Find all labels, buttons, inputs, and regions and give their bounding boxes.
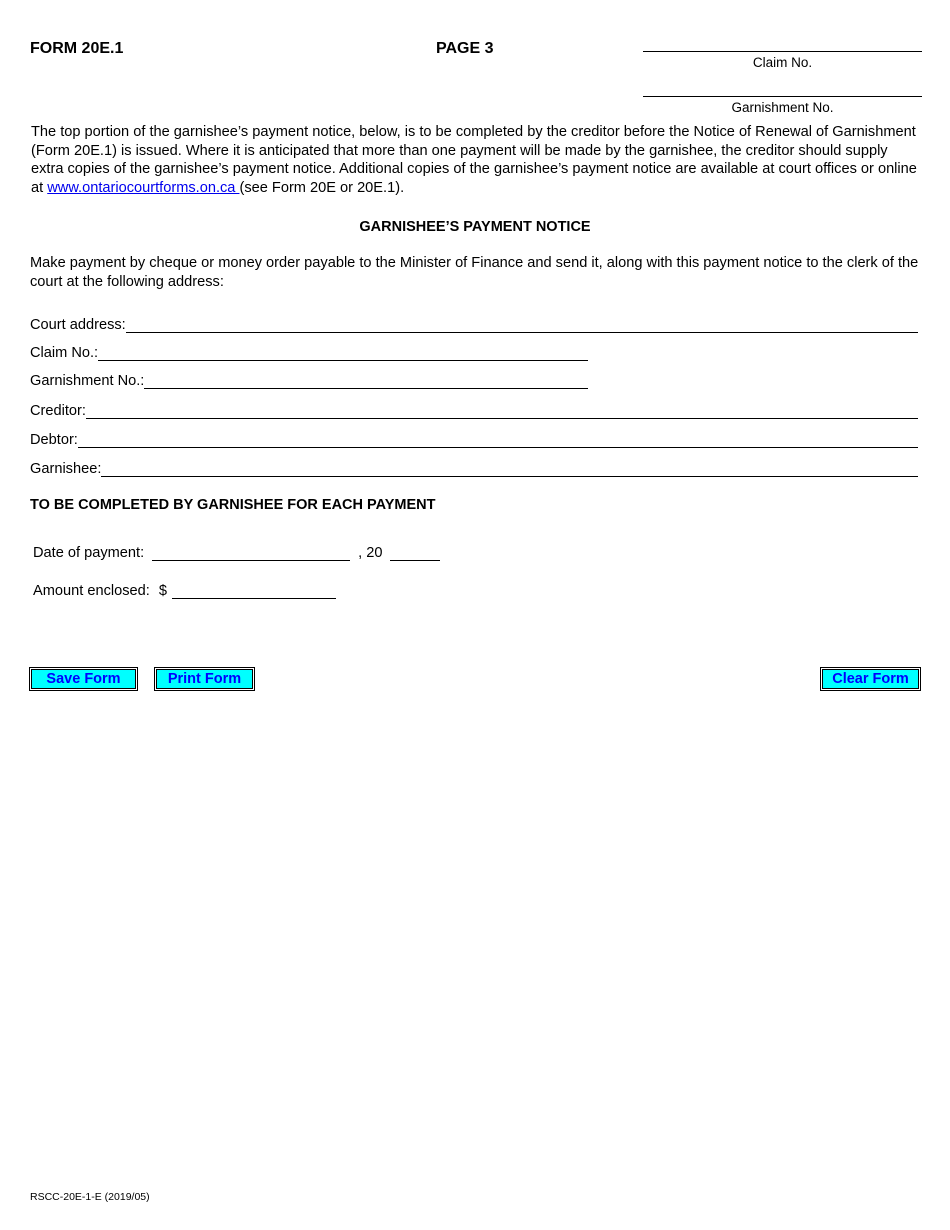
intro-text: The top portion of the garnishee’s payment notice, below, is to be completed by the creditor before the Notice of Renewal of Garnishment (Form 20E.1) is issued. Where it is anticipated that more than one payment will be made by the garnishee, the creditor should supply extra copies of the garnishee’s payment notice. Additional copies of the garnishee’s payment notice are available at court offices or online at: [31, 124, 917, 196]
garnishment-no-input[interactable]: [144, 372, 588, 389]
creditor-row: [30, 402, 918, 419]
page-number: PAGE 3: [436, 40, 494, 57]
amount-enclosed-row: [33, 582, 336, 599]
claim-no-label: Claim No.:: [30, 345, 99, 361]
creditor-label: Creditor:: [30, 403, 86, 419]
intro-paragraph: [31, 123, 921, 197]
claim-no-input[interactable]: [98, 344, 588, 361]
garnishee-input[interactable]: [101, 460, 918, 477]
claim-no-header-label: Claim No.: [752, 55, 813, 70]
ontario-court-forms-link[interactable]: www.ontariocourtforms.on.ca: [47, 179, 240, 196]
form-id: FORM 20E.1: [30, 40, 124, 57]
debtor-label: Debtor:: [30, 432, 78, 448]
intro-text-end: (see Form 20E or 20E.1).: [239, 179, 405, 196]
court-address-row: [30, 316, 918, 333]
print-form-button[interactable]: Print Form: [154, 667, 255, 691]
garnishment-no-header-label: Garnishment No.: [731, 100, 834, 115]
date-of-payment-row: [33, 544, 440, 561]
currency-symbol: $: [158, 583, 167, 599]
debtor-row: [30, 431, 918, 448]
clear-form-button[interactable]: Clear Form: [820, 667, 921, 691]
debtor-input[interactable]: [78, 431, 918, 448]
claim-no-header-field[interactable]: [643, 51, 922, 52]
form-code-footer: RSCC-20E-1-E (2019/05): [30, 1191, 150, 1203]
creditor-input[interactable]: [86, 402, 918, 419]
garnishee-row: [30, 460, 918, 477]
date-of-payment-label: Date of payment:: [33, 545, 145, 561]
garnishment-no-row: [30, 372, 588, 389]
date-of-payment-input[interactable]: [152, 544, 350, 561]
amount-enclosed-label: Amount enclosed:: [33, 583, 150, 599]
court-address-input[interactable]: [126, 316, 918, 333]
garnishee-section-title: TO BE COMPLETED BY GARNISHEE FOR EACH PAYMENT: [30, 497, 436, 513]
save-form-button[interactable]: Save Form: [29, 667, 138, 691]
year-prefix: , 20: [358, 545, 383, 561]
garnishment-no-label: Garnishment No.:: [30, 373, 145, 389]
amount-enclosed-input[interactable]: [172, 582, 336, 599]
garnishment-no-header-field[interactable]: [643, 96, 922, 97]
garnishee-label: Garnishee:: [30, 461, 102, 477]
year-input[interactable]: [390, 544, 440, 561]
notice-title: GARNISHEE’S PAYMENT NOTICE: [359, 219, 591, 235]
court-address-label: Court address:: [30, 317, 126, 333]
claim-no-row: [30, 344, 588, 361]
payment-instructions: Make payment by cheque or money order payable to the Minister of Finance and send it, along with this payment notice to the clerk of the court at the following address:: [30, 255, 919, 290]
